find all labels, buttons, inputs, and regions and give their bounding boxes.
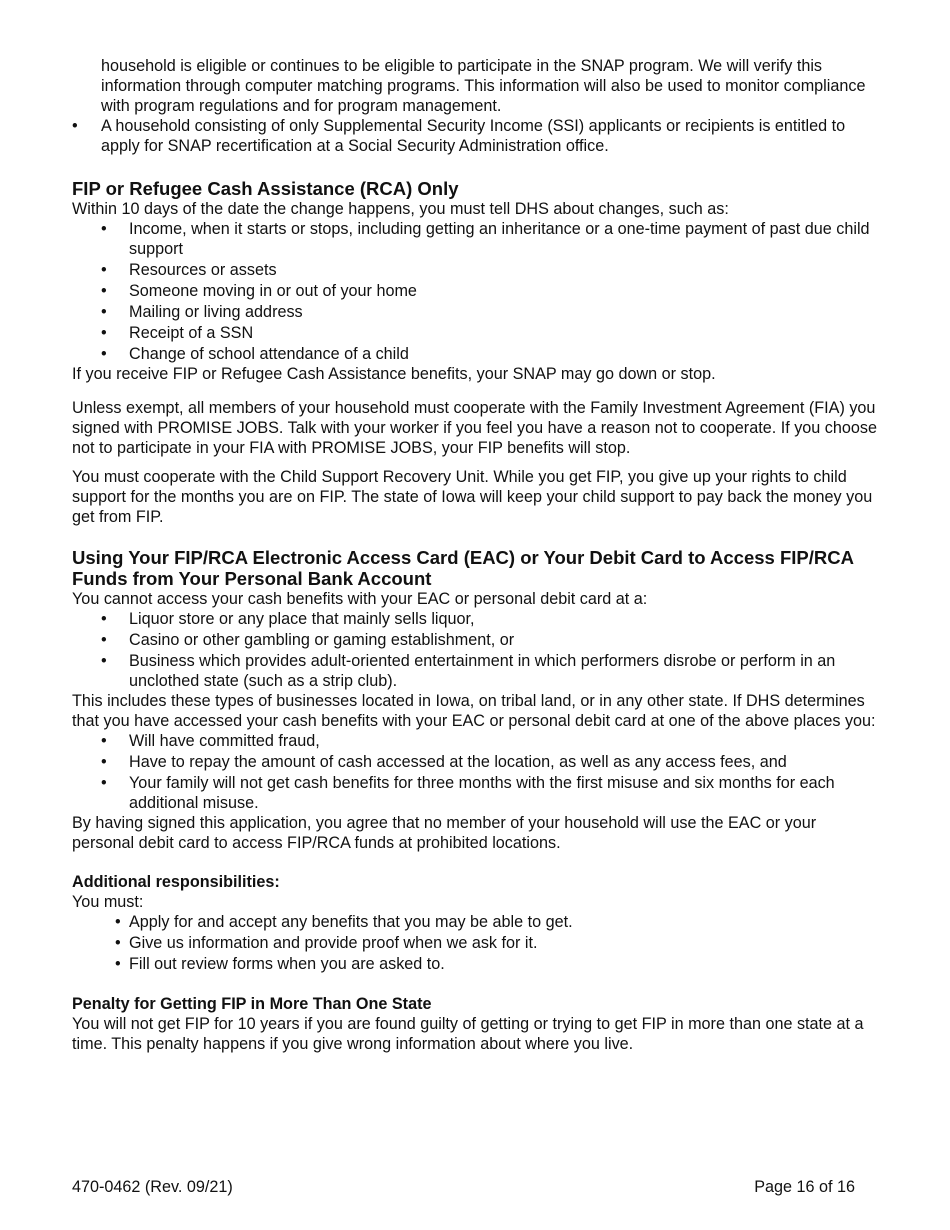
list-item: • Will have committed fraud, bbox=[72, 731, 882, 751]
list-item: • A household consisting of only Supplemental Security Income (SSI) applicants or recipients is entitled to apply for SNAP recertification at a Social Security Administration office. bbox=[72, 116, 882, 156]
list-item: • Mailing or living address bbox=[72, 302, 882, 322]
list-item: • Resources or assets bbox=[72, 260, 882, 280]
eac-heading: Using Your FIP/RCA Electronic Access Card (EAC) or Your Debit Card to Access FIP/RCA Funds from Your Personal Bank Account bbox=[72, 547, 854, 589]
list-item: • Business which provides adult-oriented entertainment in which performers disrobe or perform in an unclothed state (such as a strip club). bbox=[72, 651, 882, 691]
list-item: • Apply for and accept any benefits that you may be able to get. bbox=[72, 912, 882, 932]
fip-paragraph-child-support: You must cooperate with the Child Support Recovery Unit. While you get FIP, you give up your rights to child support for the months you are on FIP. The state of Iowa will keep your child support to pay back the money you get from FIP. bbox=[72, 468, 873, 526]
additional-list bbox=[72, 912, 882, 974]
additional-heading: Additional responsibilities: bbox=[72, 873, 280, 891]
fip-changes-list bbox=[72, 219, 882, 364]
list-item: • Your family will not get cash benefits for three months with the first misuse and six months for each additional misuse. bbox=[72, 773, 882, 813]
list-item: • Income, when it starts or stops, including getting an inheritance or a one-time payment of past due child support bbox=[72, 219, 882, 259]
additional-lead: You must: bbox=[72, 893, 144, 911]
list-item: • Someone moving in or out of your home bbox=[72, 281, 882, 301]
fip-lead: Within 10 days of the date the change happens, you must tell DHS about changes, such as: bbox=[72, 200, 729, 218]
list-item: • Fill out review forms when you are asked to. bbox=[72, 954, 882, 974]
list-item: • Receipt of a SSN bbox=[72, 323, 882, 343]
intro-list bbox=[72, 116, 882, 156]
fip-paragraph-promise-jobs: Unless exempt, all members of your household must cooperate with the Family Investment Agreement (FIA) you signed with PROMISE JOBS. Talk with your worker if you feel you have a reason not to cooperate. If you choose not to participate in your FIA with PROMISE JOBS, your FIP benefits will stop. bbox=[72, 399, 877, 457]
list-item: • Casino or other gambling or gaming establishment, or bbox=[72, 630, 882, 650]
form-number: 470-0462 (Rev. 09/21) bbox=[72, 1178, 233, 1196]
penalty-text: You will not get FIP for 10 years if you are found guilty of getting or trying to get FIP in more than one state at a time. This penalty happens if you give wrong information about where you live. bbox=[72, 1015, 864, 1053]
fip-after-text: If you receive FIP or Refugee Cash Assistance benefits, your SNAP may go down or stop. bbox=[72, 365, 716, 383]
eac-closing-text: By having signed this application, you agree that no member of your household will use the EAC or your personal debit card to access FIP/RCA funds at prohibited locations. bbox=[72, 814, 817, 852]
list-item: • Give us information and provide proof when we ask for it. bbox=[72, 933, 882, 953]
page-number: Page 16 of 16 bbox=[754, 1178, 855, 1196]
eac-consequences-list bbox=[72, 731, 882, 813]
eac-places-list bbox=[72, 609, 882, 691]
intro-continued-text: household is eligible or continues to be eligible to participate in the SNAP program. We will verify this information through computer matching programs. This information will also be used to monitor compliance with program regulations and for program management. bbox=[101, 57, 866, 115]
list-item: • Change of school attendance of a child bbox=[72, 344, 882, 364]
page-footer bbox=[72, 1177, 855, 1197]
fip-heading: FIP or Refugee Cash Assistance (RCA) Only bbox=[72, 178, 459, 199]
eac-middle-text: This includes these types of businesses located in Iowa, on tribal land, or in any other state. If DHS determines that you have accessed your cash benefits with your EAC or personal debit card at one of the above places you: bbox=[72, 692, 876, 730]
eac-lead: You cannot access your cash benefits with your EAC or personal debit card at a: bbox=[72, 590, 648, 608]
penalty-heading: Penalty for Getting FIP in More Than One State bbox=[72, 995, 432, 1013]
list-item: • Liquor store or any place that mainly sells liquor, bbox=[72, 609, 882, 629]
list-item: • Have to repay the amount of cash accessed at the location, as well as any access fees, and bbox=[72, 752, 882, 772]
document-page bbox=[72, 56, 882, 1054]
